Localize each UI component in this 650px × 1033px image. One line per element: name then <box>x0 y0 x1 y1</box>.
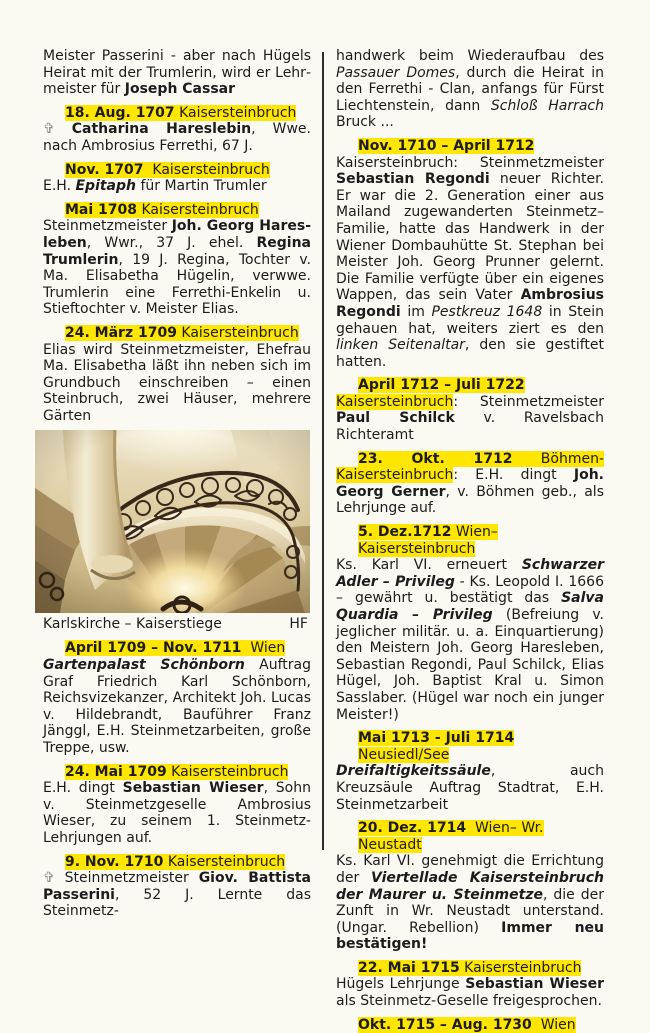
text-run: Epitaph <box>75 178 136 194</box>
text-run: Auftrag Graf Friedrich Karl Schönborn, Reichsvizekanzer, Architekt Joh. Lucas v. Hildebrandt, Bauführer Franz Jänggl, E.H. Steinmetzarbeiten, große Treppe, usw. <box>43 657 311 756</box>
left-column-text-top <box>43 48 311 424</box>
date-range: 18. Aug. 1707 <box>65 105 175 121</box>
date-range: Mai 1713 - Juli 1714 <box>358 730 514 746</box>
text-run: Sebastian Wieser <box>465 976 604 992</box>
text-run: Paul Schilck <box>336 410 455 426</box>
paragraph <box>43 342 311 425</box>
text-run: Immer neu bestätigen! <box>336 920 604 953</box>
text-run: Regina Trumlerin <box>43 235 311 268</box>
text-run: für Martin Trumler <box>136 178 267 194</box>
text-run: Joh. Georg Gerner <box>336 467 604 500</box>
date-heading <box>336 820 604 853</box>
right-column-text <box>336 48 604 1033</box>
paragraph <box>43 657 311 757</box>
text-run: Catharina Hareslebin <box>72 121 251 137</box>
text-run: Ks. Karl VI. erneuert <box>336 557 522 573</box>
date-heading <box>336 730 604 763</box>
date-heading <box>43 640 311 657</box>
paragraph <box>336 451 604 517</box>
date-range: 20. Dez. 1714 <box>358 820 466 836</box>
text-run: Ks. Karl VI. genehmigt die Errichtung der <box>336 853 604 886</box>
text-run: Meister Passerini - aber nach Hügels Heirat mit der Trumlerin, wird er Lehrmeister für <box>43 48 311 97</box>
text-run: , v. Böhmen geb., als Lehrjunge auf. <box>336 484 604 517</box>
date-heading <box>43 764 311 781</box>
location: Wien–Kaisersteinbruch <box>358 524 498 557</box>
text-run: als Steinmetz-Geselle freigesprochen. <box>336 993 602 1009</box>
paragraph <box>336 976 604 1009</box>
location: Kaisersteinbruch <box>167 764 289 780</box>
location: Böhmen-Kaisersteinbruch <box>336 451 604 484</box>
text-run: Schwarzer Adler – Privileg <box>336 557 604 590</box>
location: Wien <box>241 640 285 656</box>
paragraph <box>336 853 604 953</box>
paragraph <box>43 48 311 98</box>
text-run: Joseph Cassar <box>125 81 235 97</box>
date-heading <box>43 202 311 219</box>
paragraph <box>43 121 311 154</box>
date-range: 24. März 1709 <box>65 325 177 341</box>
text-run: Viertellade Kaisersteinbruch der Maurer u. Steinmetze <box>336 870 604 903</box>
text-run: , die der Zunft in Wr. Neustadt unterstand. (Ungar. Rebellion) <box>336 887 604 936</box>
date-heading <box>336 1017 604 1033</box>
right-column <box>336 48 604 894</box>
text-run: Passauer Domes <box>336 65 455 81</box>
location: Kaisersteinbruch <box>177 325 299 341</box>
text-run: , 52 J. Lernte das Steinmetz- <box>43 887 311 920</box>
text-run: Kaisersteinbruch: Steinmetzmeister <box>336 155 604 171</box>
text-run: (Befreiung v. jeglicher militär. u. a. Einquartierung) den Meistern Joh. Georg Haresleben, Sebastian Regondi, Paul Schilck, Elias Hügel, Joh. Baptist Kral u. Simon Sasslaber. (Hügel war noch ein junger Meister!) <box>336 607 604 723</box>
paragraph <box>43 178 311 195</box>
date-heading <box>43 105 311 122</box>
text-run: Pestkreuz 1648 <box>431 304 542 320</box>
location: Kaisersteinbruch <box>175 105 297 121</box>
text-run: , den sie gestiftet hatten. <box>336 337 604 370</box>
text-run: , Sohn v. Steinmetzgeselle Ambrosius Wieser, zu seinem 1. Steinmetz-Lehrjungen auf. <box>43 780 311 846</box>
date-range: Okt. 1715 – Aug. 1730 <box>358 1017 532 1033</box>
staircase-figure <box>35 430 310 633</box>
location: Neusiedl/See <box>358 747 449 763</box>
text-run: Schloß Harrach <box>491 98 604 114</box>
text-run: , Wwe. nach Ambrosius Ferrethi, 67 J. <box>43 121 311 154</box>
figure-credit: HF <box>289 616 308 633</box>
text-run: Bruck ... <box>336 114 394 130</box>
text-run: : E.H. dingt <box>453 467 574 483</box>
location: Kaisersteinbruch <box>163 854 285 870</box>
date-range: Nov. 1710 – April 1712 <box>358 138 534 154</box>
text-run: Ambrosius Regondi <box>336 287 604 320</box>
date-heading <box>43 162 311 179</box>
date-heading <box>336 138 604 155</box>
date-range: April 1712 – Juli 1722 <box>358 377 525 393</box>
text-run: Steinmetzmeister <box>43 218 172 234</box>
highlighted-text: Kaisersteinbruch <box>336 394 453 410</box>
text-run: Dreifaltigkeitssäule <box>336 763 491 779</box>
date-heading <box>336 377 604 394</box>
paragraph <box>43 870 311 920</box>
text-run: , 19 J. Regina, Tochter v. Ma. Elisabetha Hügelin, verwwe. Trumlerin eine Ferrethi-Enkelin u. Stieftochter v. Meister Elias. <box>43 252 311 318</box>
text-run: Steinmetzmeister <box>65 870 199 886</box>
text-run: Giov. Battista Passerini <box>43 870 311 903</box>
date-range: 9. Nov. 1710 <box>65 854 163 870</box>
text-run: linken Seitenaltar <box>336 337 465 353</box>
paragraph <box>336 155 604 371</box>
text-run: Elias wird Steinmetzmeister, Ehefrau Ma. Elisabetha läßt ihn neben sich im Grundbuch einschreiben – einen Steinbruch, zwei Häuser, mehrere Gärten <box>43 342 311 424</box>
date-heading <box>336 524 604 557</box>
date-range: 22. Mai 1715 <box>358 960 460 976</box>
text-run: , auch Kreuzsäule Auftrag Stadtrat, E.H. Steinmetzarbeit <box>336 763 604 812</box>
column-divider-rule <box>322 52 324 850</box>
text-run: handwerk beim Wiederaufbau des <box>336 48 604 64</box>
text-run: v. Ravelsbach Richteramt <box>336 410 604 443</box>
date-range: April 1709 – Nov. 1711 <box>65 640 241 656</box>
paragraph <box>43 218 311 318</box>
staircase-photo <box>35 430 310 613</box>
figure-caption-text: Karlskirche – Kaiserstiege <box>43 616 222 633</box>
date-heading <box>43 325 311 342</box>
date-range: 23. Okt. 1712 <box>358 451 512 467</box>
paragraph <box>336 557 604 723</box>
location: Wien <box>532 1017 576 1033</box>
date-range: Nov. 1707 <box>65 162 143 178</box>
text-run: Sebastian Wieser <box>123 780 264 796</box>
date-heading <box>43 854 311 871</box>
text-run: E.H. <box>43 178 75 194</box>
location: Kaisersteinbruch <box>143 162 269 178</box>
date-range: 24. Mai 1709 <box>65 764 167 780</box>
text-run: Salva Quardia – Privileg <box>336 590 604 623</box>
location: Kaisersteinbruch <box>460 960 582 976</box>
text-run: : Steinmetzmeister <box>453 394 604 410</box>
date-range: Mai 1708 <box>65 202 137 218</box>
date-range: 5. Dez.1712 <box>358 524 451 540</box>
text-run: Joh. Georg Haresleben <box>43 218 311 251</box>
date-heading <box>336 960 604 977</box>
text-run: in Stein gehauen hat, weiters ziert es den <box>336 304 604 337</box>
text-run: Hügels Lehrjunge <box>336 976 465 992</box>
cross-icon: ✞ <box>43 870 65 886</box>
cross-icon: ✞ <box>43 121 72 137</box>
location: Wien– Wr. Neustadt <box>358 820 544 853</box>
paragraph <box>336 763 604 813</box>
text-run: Sebastian Regondi <box>336 171 490 187</box>
location: Kaisersteinbruch <box>137 202 259 218</box>
figure-caption <box>35 613 310 633</box>
left-column-text-bottom <box>43 640 311 920</box>
paragraph <box>43 780 311 846</box>
text-run: , durch die Heirat in den Ferrethi - Clan, anfangs für Fürst Liechtenstein, dann <box>336 65 604 114</box>
paragraph <box>336 48 604 131</box>
text-run: neuer Richter. Er war die 2. Generation einer aus Mailand zugewanderten Steinmetz–Familie, hatte das Handwerk in der Wiener Dombauhütte St. Stephan bei Meister Joh. Georg Prunner gelernt. Die Familie verfügte über ein eigenes Wappen, das sein Vater <box>336 171 604 303</box>
paragraph <box>336 394 604 444</box>
text-run: - Ks. Leopold I. 1666 – gewährt u. bestätigt das <box>336 574 604 607</box>
left-column <box>43 48 311 894</box>
text-run: Gartenpalast Schönborn <box>43 657 245 673</box>
text-run: E.H. dingt <box>43 780 123 796</box>
text-run: , Wwr., 37 J. ehel. <box>87 235 257 251</box>
text-run: im <box>401 304 432 320</box>
